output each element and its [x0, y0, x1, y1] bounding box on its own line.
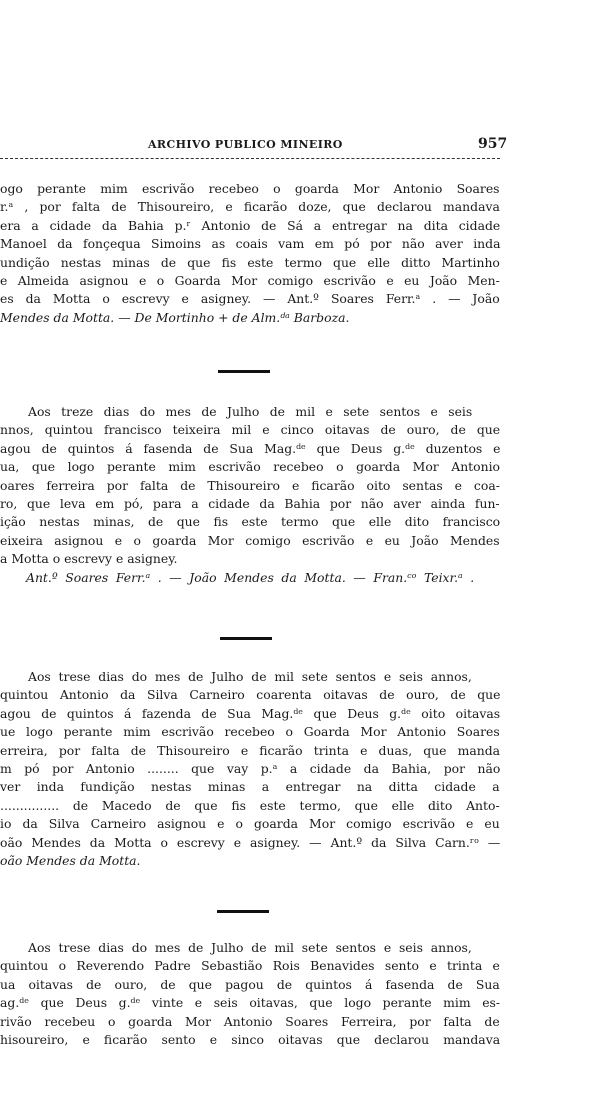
text-line: io da Silva Carneiro asignou e o goarda Mor comigo escrivão e eu [0, 816, 500, 832]
section-separator [218, 370, 270, 373]
page-number: 957 [478, 136, 508, 152]
section-separator [220, 637, 272, 640]
text-line: es da Motta o escrevy e asigney. — Ant.º Soares Ferr.ᵃ . — João [0, 291, 500, 307]
text-line: undição nestas minas de que fis este termo que elle ditto Martinho [0, 254, 500, 270]
entry-4 [0, 939, 520, 1049]
text-line: eixeira asignou e o goarda Mor comigo escrivão e eu João Mendes [0, 532, 500, 548]
text-line: oão Mendes da Motta o escrevy e asigney. — Ant.º da Silva Carn.ʳᵒ — [0, 834, 501, 850]
entry-2 [0, 403, 520, 587]
text-line: ua oitavas de ouro, de que pagou de quintos á fasenda de Sua [0, 976, 500, 992]
page-header [0, 136, 601, 156]
section-separator [217, 910, 269, 913]
text-line: ogo perante mim escrivão recebeo o goarda Mor Antonio Soares [0, 181, 500, 196]
text-line: m pó por Antonio ........ que vay p.ᵃ a cidade da Bahia, por não [0, 760, 501, 776]
text-line: Manoel da fonçequa Simoins as coais vam em pó por não aver inda [0, 236, 501, 252]
text-line: Aos trese dias do mes de Julho de mil sete sentos e seis annos, [28, 669, 472, 684]
text-line: e Almeida asignou e o Goarda Mor comigo escrivão e eu João Men- [0, 272, 500, 288]
text-line: oão Mendes da Motta. [0, 852, 141, 868]
text-line: nnos, quintou francisco teixeira mil e cinco oitavas de ouro, de que [0, 422, 501, 438]
text-line: erreira, por falta de Thisoureiro e ficarão trinta e duas, que manda [0, 742, 501, 758]
text-line: a Motta o escrevy e asigney. [0, 551, 178, 567]
text-line: quintou Antonio da Silva Carneiro coarenta oitavas de ouro, de que [0, 687, 501, 703]
text-line: quintou o Reverendo Padre Sebastião Rois Benavides sento e trinta e [0, 958, 500, 974]
text-line: Aos treze dias do mes de Julho de mil e sete sentos e seis [28, 404, 473, 419]
text-line: hisoureiro, e ficarão sento e sinco oitavas que declarou mandava [0, 1031, 501, 1047]
running-title: ARCHIVO PUBLICO MINEIRO [148, 138, 343, 151]
text-line: ue logo perante mim escrivão recebeo o Goarda Mor Antonio Soares [0, 724, 500, 740]
text-line: ver inda fundição nestas minas a entregar na ditta cidade a [0, 779, 500, 795]
text-line: ição nestas minas, de que fis este termo que elle dito francisco [0, 514, 501, 530]
text-line: ag.ᵈᵉ que Deus g.ᵈᵉ vinte e seis oitavas, que logo perante mim es- [0, 995, 501, 1011]
entry-1 [0, 180, 520, 327]
text-line: rivão recebeu o goarda Mor Antonio Soares Ferreira, por falta de [0, 1013, 500, 1029]
text-line: Aos trese dias do mes de Julho de mil sete sentos e seis annos, [28, 940, 472, 955]
header-rule [0, 158, 500, 159]
text-line: agou de quintos á fasenda de Sua Mag.ᵈᵉ que Deus g.ᵈᵉ duzentos e [0, 440, 501, 456]
text-line: ua, que logo perante mim escrivão recebeo o goarda Mor Antonio [0, 459, 501, 475]
text-line: agou de quintos á fazenda de Sua Mag.ᵈᵉ que Deus g.ᵈᵉ oito oitavas [0, 705, 501, 721]
entry-3 [0, 668, 520, 870]
text-line: r.ᵃ , por falta de Thisoureiro, e ficarão doze, que declarou mandava [0, 199, 500, 215]
text-line: Mendes da Motta. — De Mortinho + de Alm.ᵈᵃ Barboza. [0, 309, 350, 325]
text-line: ro, que leva em pó, para a cidade da Bahia por não aver ainda fun- [0, 495, 500, 511]
text-line: ............... de Macedo de que fis este termo, que elle dito Anto- [0, 797, 500, 813]
text-line: oares ferreira por falta de Thisoureiro e ficarão oito sentas e coa- [0, 477, 500, 493]
text-line: Ant.º Soares Ferr.ᵃ . — João Mendes da Motta. — Fran.ᶜᵒ Teixr.ᵃ . [26, 569, 475, 585]
text-line: era a cidade da Bahia p.ʳ Antonio de Sá a entregar na dita cidade [0, 217, 501, 233]
